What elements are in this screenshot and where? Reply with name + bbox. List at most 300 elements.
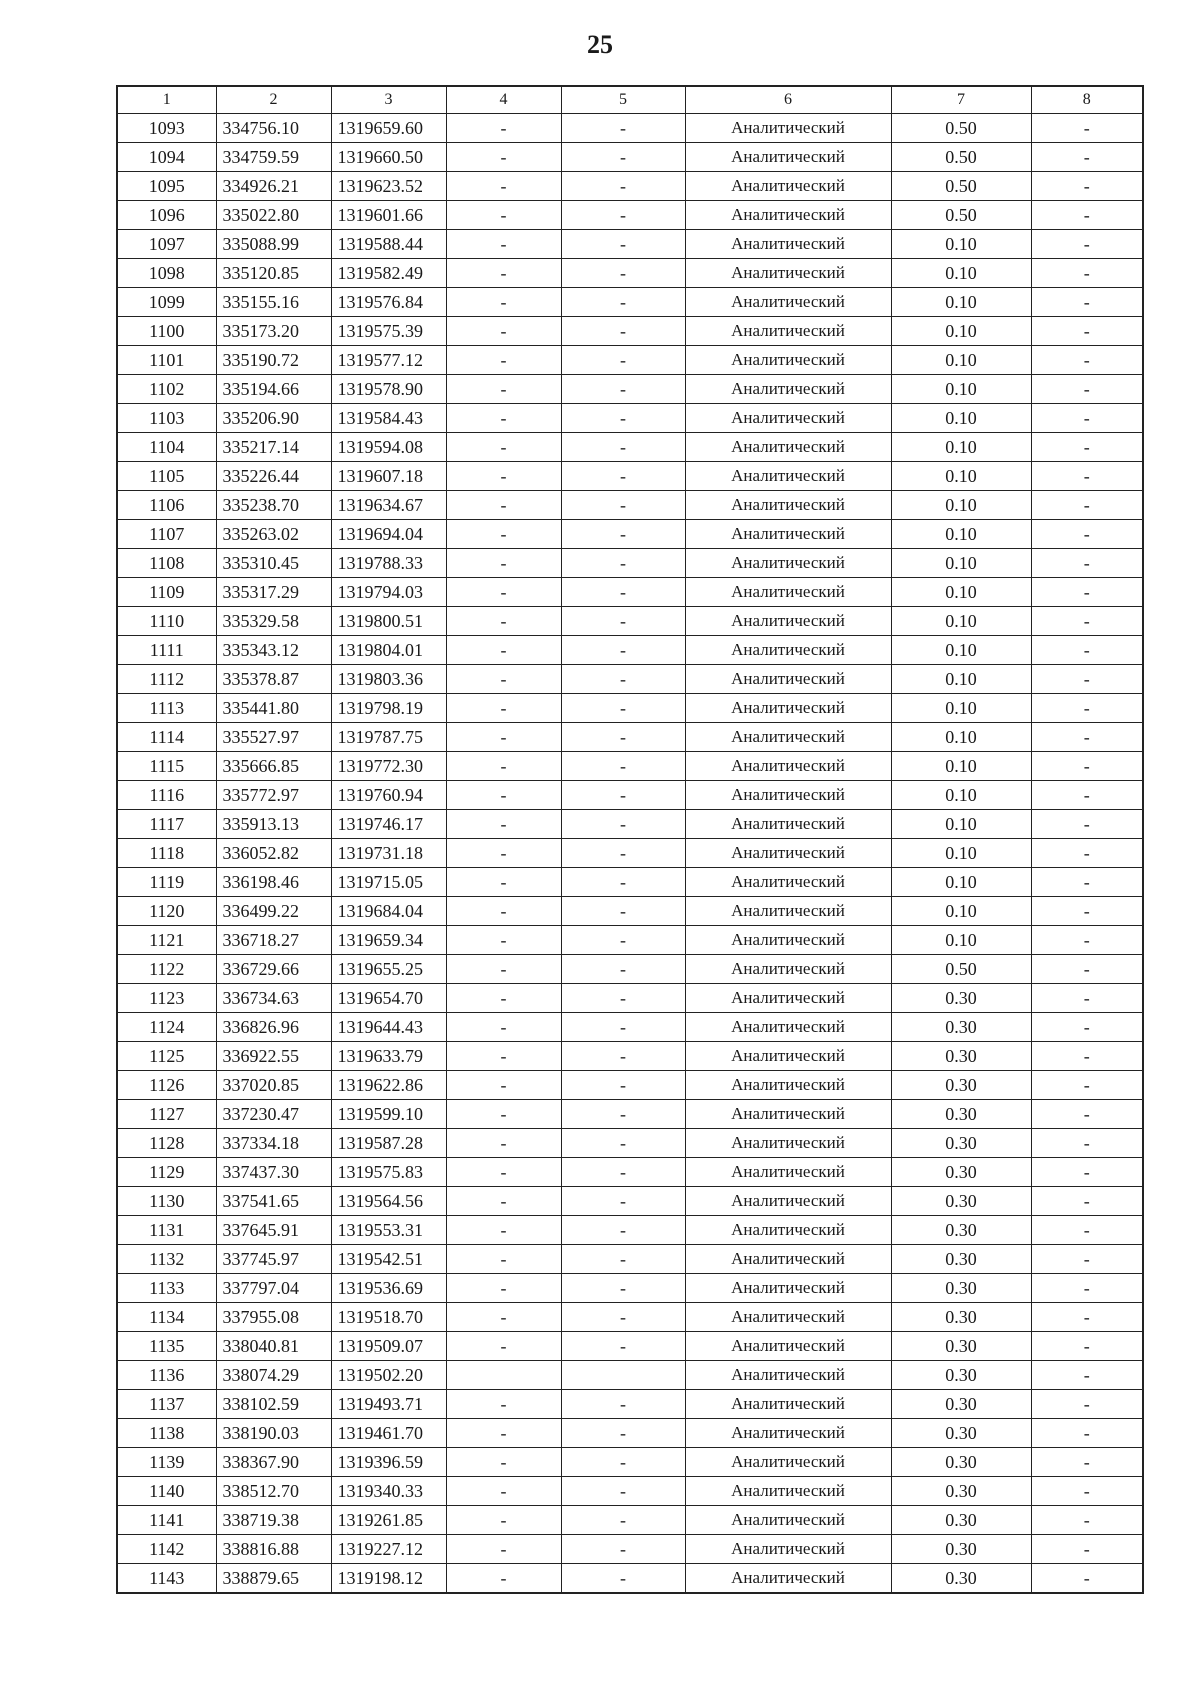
point-number-cell: 1143 (117, 1564, 216, 1594)
accuracy-cell: 0.10 (891, 723, 1031, 752)
table-row (117, 114, 1143, 143)
y-coordinate-cell: 1319575.39 (331, 317, 446, 346)
column-4-cell: - (446, 288, 561, 317)
accuracy-cell: 0.10 (891, 636, 1031, 665)
x-coordinate-cell: 335173.20 (216, 317, 331, 346)
column-8-cell: - (1031, 1419, 1143, 1448)
x-coordinate-cell: 338719.38 (216, 1506, 331, 1535)
point-number-cell: 1113 (117, 694, 216, 723)
x-coordinate-cell: 338102.59 (216, 1390, 331, 1419)
table-row (117, 752, 1143, 781)
table-row (117, 491, 1143, 520)
column-8-cell: - (1031, 1448, 1143, 1477)
method-cell: Аналитический (685, 143, 891, 172)
column-4-cell: - (446, 1245, 561, 1274)
x-coordinate-cell: 335913.13 (216, 810, 331, 839)
table-row (117, 520, 1143, 549)
column-8-cell: - (1031, 1187, 1143, 1216)
x-coordinate-cell: 338816.88 (216, 1535, 331, 1564)
y-coordinate-cell: 1319694.04 (331, 520, 446, 549)
column-5-cell: - (561, 1477, 685, 1506)
point-number-cell: 1132 (117, 1245, 216, 1274)
column-4-cell: - (446, 839, 561, 868)
method-cell: Аналитический (685, 201, 891, 230)
point-number-cell: 1114 (117, 723, 216, 752)
table-row (117, 607, 1143, 636)
column-8-cell: - (1031, 201, 1143, 230)
column-header: 4 (446, 86, 561, 114)
column-5-cell: - (561, 230, 685, 259)
y-coordinate-cell: 1319623.52 (331, 172, 446, 201)
x-coordinate-cell: 335329.58 (216, 607, 331, 636)
column-5-cell: - (561, 433, 685, 462)
table-row (117, 1216, 1143, 1245)
accuracy-cell: 0.30 (891, 1332, 1031, 1361)
column-5-cell: - (561, 143, 685, 172)
method-cell: Аналитический (685, 317, 891, 346)
column-8-cell: - (1031, 636, 1143, 665)
x-coordinate-cell: 335317.29 (216, 578, 331, 607)
y-coordinate-cell: 1319340.33 (331, 1477, 446, 1506)
x-coordinate-cell: 334759.59 (216, 143, 331, 172)
table-row (117, 1303, 1143, 1332)
column-8-cell: - (1031, 607, 1143, 636)
table-row (117, 259, 1143, 288)
y-coordinate-cell: 1319622.86 (331, 1071, 446, 1100)
method-cell: Аналитический (685, 259, 891, 288)
method-cell: Аналитический (685, 781, 891, 810)
x-coordinate-cell: 337230.47 (216, 1100, 331, 1129)
column-8-cell: - (1031, 1245, 1143, 1274)
point-number-cell: 1096 (117, 201, 216, 230)
column-8-cell: - (1031, 665, 1143, 694)
y-coordinate-cell: 1319509.07 (331, 1332, 446, 1361)
column-8-cell: - (1031, 781, 1143, 810)
point-number-cell: 1118 (117, 839, 216, 868)
column-5-cell: - (561, 1448, 685, 1477)
column-4-cell: - (446, 114, 561, 143)
column-8-cell: - (1031, 520, 1143, 549)
table-row (117, 1013, 1143, 1042)
x-coordinate-cell: 338074.29 (216, 1361, 331, 1390)
point-number-cell: 1129 (117, 1158, 216, 1187)
accuracy-cell: 0.10 (891, 578, 1031, 607)
table-row (117, 926, 1143, 955)
column-4-cell: - (446, 1390, 561, 1419)
table-row (117, 230, 1143, 259)
point-number-cell: 1093 (117, 114, 216, 143)
x-coordinate-cell: 336826.96 (216, 1013, 331, 1042)
column-5-cell: - (561, 491, 685, 520)
column-5-cell: - (561, 1274, 685, 1303)
point-number-cell: 1141 (117, 1506, 216, 1535)
accuracy-cell: 0.50 (891, 955, 1031, 984)
column-4-cell: - (446, 520, 561, 549)
column-5-cell: - (561, 1390, 685, 1419)
y-coordinate-cell: 1319502.20 (331, 1361, 446, 1390)
column-4-cell: - (446, 1564, 561, 1594)
y-coordinate-cell: 1319518.70 (331, 1303, 446, 1332)
column-5-cell: - (561, 810, 685, 839)
column-5-cell: - (561, 781, 685, 810)
table-row (117, 723, 1143, 752)
table-row (117, 810, 1143, 839)
column-5-cell: - (561, 549, 685, 578)
column-5-cell: - (561, 723, 685, 752)
y-coordinate-cell: 1319634.67 (331, 491, 446, 520)
method-cell: Аналитический (685, 1013, 891, 1042)
column-4-cell: - (446, 259, 561, 288)
point-number-cell: 1128 (117, 1129, 216, 1158)
method-cell: Аналитический (685, 1216, 891, 1245)
accuracy-cell: 0.10 (891, 781, 1031, 810)
point-number-cell: 1098 (117, 259, 216, 288)
column-5-cell: - (561, 1129, 685, 1158)
column-4-cell: - (446, 897, 561, 926)
table-row (117, 578, 1143, 607)
y-coordinate-cell: 1319654.70 (331, 984, 446, 1013)
column-5-cell: - (561, 375, 685, 404)
y-coordinate-cell: 1319788.33 (331, 549, 446, 578)
column-header: 2 (216, 86, 331, 114)
point-number-cell: 1109 (117, 578, 216, 607)
table-row (117, 143, 1143, 172)
accuracy-cell: 0.30 (891, 1187, 1031, 1216)
table-header (117, 86, 1143, 114)
table-row (117, 1332, 1143, 1361)
y-coordinate-cell: 1319772.30 (331, 752, 446, 781)
accuracy-cell: 0.30 (891, 1245, 1031, 1274)
column-8-cell: - (1031, 375, 1143, 404)
point-number-cell: 1123 (117, 984, 216, 1013)
column-8-cell: - (1031, 752, 1143, 781)
column-4-cell: - (446, 868, 561, 897)
table-row (117, 1100, 1143, 1129)
x-coordinate-cell: 336052.82 (216, 839, 331, 868)
point-number-cell: 1133 (117, 1274, 216, 1303)
point-number-cell: 1139 (117, 1448, 216, 1477)
column-5-cell: - (561, 607, 685, 636)
x-coordinate-cell: 334926.21 (216, 172, 331, 201)
method-cell: Аналитический (685, 665, 891, 694)
accuracy-cell: 0.10 (891, 288, 1031, 317)
column-4-cell: - (446, 317, 561, 346)
table-row (117, 288, 1143, 317)
table-row (117, 1477, 1143, 1506)
column-5-cell: - (561, 1564, 685, 1594)
column-5-cell: - (561, 114, 685, 143)
table-row (117, 897, 1143, 926)
point-number-cell: 1111 (117, 636, 216, 665)
point-number-cell: 1103 (117, 404, 216, 433)
y-coordinate-cell: 1319660.50 (331, 143, 446, 172)
x-coordinate-cell: 335772.97 (216, 781, 331, 810)
point-number-cell: 1136 (117, 1361, 216, 1390)
y-coordinate-cell: 1319584.43 (331, 404, 446, 433)
accuracy-cell: 0.30 (891, 1564, 1031, 1594)
accuracy-cell: 0.10 (891, 259, 1031, 288)
accuracy-cell: 0.30 (891, 1303, 1031, 1332)
accuracy-cell: 0.10 (891, 404, 1031, 433)
column-5-cell: - (561, 955, 685, 984)
column-8-cell: - (1031, 433, 1143, 462)
column-4-cell: - (446, 1274, 561, 1303)
table-row (117, 1042, 1143, 1071)
y-coordinate-cell: 1319803.36 (331, 665, 446, 694)
y-coordinate-cell: 1319804.01 (331, 636, 446, 665)
accuracy-cell: 0.30 (891, 1477, 1031, 1506)
y-coordinate-cell: 1319396.59 (331, 1448, 446, 1477)
accuracy-cell: 0.10 (891, 926, 1031, 955)
column-5-cell (561, 1361, 685, 1390)
x-coordinate-cell: 335022.80 (216, 201, 331, 230)
column-4-cell: - (446, 1535, 561, 1564)
point-number-cell: 1094 (117, 143, 216, 172)
column-8-cell: - (1031, 723, 1143, 752)
table-row (117, 1187, 1143, 1216)
accuracy-cell: 0.10 (891, 549, 1031, 578)
column-5-cell: - (561, 259, 685, 288)
table-row (117, 984, 1143, 1013)
y-coordinate-cell: 1319601.66 (331, 201, 446, 230)
x-coordinate-cell: 338367.90 (216, 1448, 331, 1477)
method-cell: Аналитический (685, 1042, 891, 1071)
column-8-cell: - (1031, 1129, 1143, 1158)
accuracy-cell: 0.30 (891, 1129, 1031, 1158)
column-8-cell: - (1031, 1564, 1143, 1594)
method-cell: Аналитический (685, 1129, 891, 1158)
x-coordinate-cell: 335527.97 (216, 723, 331, 752)
point-number-cell: 1101 (117, 346, 216, 375)
table-row (117, 462, 1143, 491)
point-number-cell: 1107 (117, 520, 216, 549)
point-number-cell: 1095 (117, 172, 216, 201)
accuracy-cell: 0.50 (891, 201, 1031, 230)
method-cell: Аналитический (685, 839, 891, 868)
column-8-cell: - (1031, 1100, 1143, 1129)
column-header: 1 (117, 86, 216, 114)
table-row (117, 172, 1143, 201)
accuracy-cell: 0.10 (891, 230, 1031, 259)
column-4-cell: - (446, 1303, 561, 1332)
accuracy-cell: 0.30 (891, 1506, 1031, 1535)
x-coordinate-cell: 338879.65 (216, 1564, 331, 1594)
x-coordinate-cell: 337541.65 (216, 1187, 331, 1216)
method-cell: Аналитический (685, 607, 891, 636)
column-4-cell: - (446, 694, 561, 723)
column-5-cell: - (561, 1042, 685, 1071)
accuracy-cell: 0.30 (891, 1042, 1031, 1071)
table-row (117, 868, 1143, 897)
column-4-cell: - (446, 636, 561, 665)
point-number-cell: 1102 (117, 375, 216, 404)
point-number-cell: 1119 (117, 868, 216, 897)
x-coordinate-cell: 337955.08 (216, 1303, 331, 1332)
y-coordinate-cell: 1319760.94 (331, 781, 446, 810)
x-coordinate-cell: 336734.63 (216, 984, 331, 1013)
table-row (117, 1361, 1143, 1390)
accuracy-cell: 0.10 (891, 346, 1031, 375)
y-coordinate-cell: 1319564.56 (331, 1187, 446, 1216)
accuracy-cell: 0.30 (891, 1100, 1031, 1129)
table-row (117, 1274, 1143, 1303)
method-cell: Аналитический (685, 1332, 891, 1361)
column-4-cell: - (446, 1158, 561, 1187)
column-5-cell: - (561, 665, 685, 694)
method-cell: Аналитический (685, 926, 891, 955)
accuracy-cell: 0.30 (891, 984, 1031, 1013)
y-coordinate-cell: 1319575.83 (331, 1158, 446, 1187)
x-coordinate-cell: 336729.66 (216, 955, 331, 984)
x-coordinate-cell: 336922.55 (216, 1042, 331, 1071)
y-coordinate-cell: 1319746.17 (331, 810, 446, 839)
method-cell: Аналитический (685, 462, 891, 491)
column-5-cell: - (561, 984, 685, 1013)
method-cell: Аналитический (685, 433, 891, 462)
column-5-cell: - (561, 578, 685, 607)
column-8-cell: - (1031, 404, 1143, 433)
method-cell: Аналитический (685, 375, 891, 404)
column-8-cell: - (1031, 462, 1143, 491)
column-4-cell: - (446, 1419, 561, 1448)
point-number-cell: 1099 (117, 288, 216, 317)
column-header: 8 (1031, 86, 1143, 114)
point-number-cell: 1110 (117, 607, 216, 636)
accuracy-cell: 0.50 (891, 143, 1031, 172)
accuracy-cell: 0.30 (891, 1535, 1031, 1564)
method-cell: Аналитический (685, 868, 891, 897)
point-number-cell: 1138 (117, 1419, 216, 1448)
column-5-cell: - (561, 1303, 685, 1332)
point-number-cell: 1122 (117, 955, 216, 984)
y-coordinate-cell: 1319644.43 (331, 1013, 446, 1042)
point-number-cell: 1137 (117, 1390, 216, 1419)
column-4-cell: - (446, 201, 561, 230)
column-8-cell: - (1031, 549, 1143, 578)
column-5-cell: - (561, 1013, 685, 1042)
x-coordinate-cell: 335088.99 (216, 230, 331, 259)
method-cell: Аналитический (685, 346, 891, 375)
point-number-cell: 1117 (117, 810, 216, 839)
column-8-cell: - (1031, 868, 1143, 897)
column-5-cell: - (561, 1419, 685, 1448)
column-4-cell: - (446, 462, 561, 491)
column-8-cell: - (1031, 230, 1143, 259)
accuracy-cell: 0.10 (891, 868, 1031, 897)
y-coordinate-cell: 1319588.44 (331, 230, 446, 259)
column-4-cell: - (446, 984, 561, 1013)
column-8-cell: - (1031, 114, 1143, 143)
accuracy-cell: 0.10 (891, 607, 1031, 636)
column-4-cell: - (446, 230, 561, 259)
column-5-cell: - (561, 520, 685, 549)
method-cell: Аналитический (685, 984, 891, 1013)
x-coordinate-cell: 336198.46 (216, 868, 331, 897)
table-row (117, 1506, 1143, 1535)
column-4-cell: - (446, 578, 561, 607)
method-cell: Аналитический (685, 172, 891, 201)
column-8-cell: - (1031, 172, 1143, 201)
method-cell: Аналитический (685, 694, 891, 723)
method-cell: Аналитический (685, 1448, 891, 1477)
y-coordinate-cell: 1319582.49 (331, 259, 446, 288)
accuracy-cell: 0.30 (891, 1013, 1031, 1042)
column-5-cell: - (561, 404, 685, 433)
column-header: 7 (891, 86, 1031, 114)
point-number-cell: 1121 (117, 926, 216, 955)
column-8-cell: - (1031, 1477, 1143, 1506)
y-coordinate-cell: 1319461.70 (331, 1419, 446, 1448)
table-row (117, 433, 1143, 462)
x-coordinate-cell: 337797.04 (216, 1274, 331, 1303)
x-coordinate-cell: 335217.14 (216, 433, 331, 462)
y-coordinate-cell: 1319607.18 (331, 462, 446, 491)
accuracy-cell: 0.10 (891, 752, 1031, 781)
column-5-cell: - (561, 926, 685, 955)
column-header: 6 (685, 86, 891, 114)
method-cell: Аналитический (685, 1564, 891, 1594)
point-number-cell: 1135 (117, 1332, 216, 1361)
column-4-cell: - (446, 955, 561, 984)
point-number-cell: 1130 (117, 1187, 216, 1216)
method-cell: Аналитический (685, 1274, 891, 1303)
table-row (117, 1129, 1143, 1158)
accuracy-cell: 0.30 (891, 1274, 1031, 1303)
accuracy-cell: 0.50 (891, 114, 1031, 143)
method-cell: Аналитический (685, 230, 891, 259)
y-coordinate-cell: 1319542.51 (331, 1245, 446, 1274)
column-5-cell: - (561, 201, 685, 230)
y-coordinate-cell: 1319577.12 (331, 346, 446, 375)
column-5-cell: - (561, 462, 685, 491)
column-5-cell: - (561, 1245, 685, 1274)
column-4-cell: - (446, 143, 561, 172)
table-row (117, 955, 1143, 984)
point-number-cell: 1134 (117, 1303, 216, 1332)
column-8-cell: - (1031, 694, 1143, 723)
point-number-cell: 1104 (117, 433, 216, 462)
page-number: 25 (587, 30, 613, 59)
method-cell: Аналитический (685, 1506, 891, 1535)
x-coordinate-cell: 337745.97 (216, 1245, 331, 1274)
x-coordinate-cell: 337020.85 (216, 1071, 331, 1100)
x-coordinate-cell: 335441.80 (216, 694, 331, 723)
method-cell: Аналитический (685, 1303, 891, 1332)
column-8-cell: - (1031, 578, 1143, 607)
method-cell: Аналитический (685, 288, 891, 317)
header-row (117, 86, 1143, 114)
y-coordinate-cell: 1319587.28 (331, 1129, 446, 1158)
column-4-cell: - (446, 1477, 561, 1506)
accuracy-cell: 0.10 (891, 520, 1031, 549)
x-coordinate-cell: 335238.70 (216, 491, 331, 520)
x-coordinate-cell: 335263.02 (216, 520, 331, 549)
accuracy-cell: 0.10 (891, 462, 1031, 491)
table-row (117, 781, 1143, 810)
y-coordinate-cell: 1319787.75 (331, 723, 446, 752)
point-number-cell: 1100 (117, 317, 216, 346)
accuracy-cell: 0.30 (891, 1158, 1031, 1187)
column-8-cell: - (1031, 1506, 1143, 1535)
point-number-cell: 1125 (117, 1042, 216, 1071)
point-number-cell: 1112 (117, 665, 216, 694)
point-number-cell: 1126 (117, 1071, 216, 1100)
point-number-cell: 1105 (117, 462, 216, 491)
table-row (117, 201, 1143, 230)
column-4-cell: - (446, 1013, 561, 1042)
column-5-cell: - (561, 346, 685, 375)
table-row (117, 346, 1143, 375)
